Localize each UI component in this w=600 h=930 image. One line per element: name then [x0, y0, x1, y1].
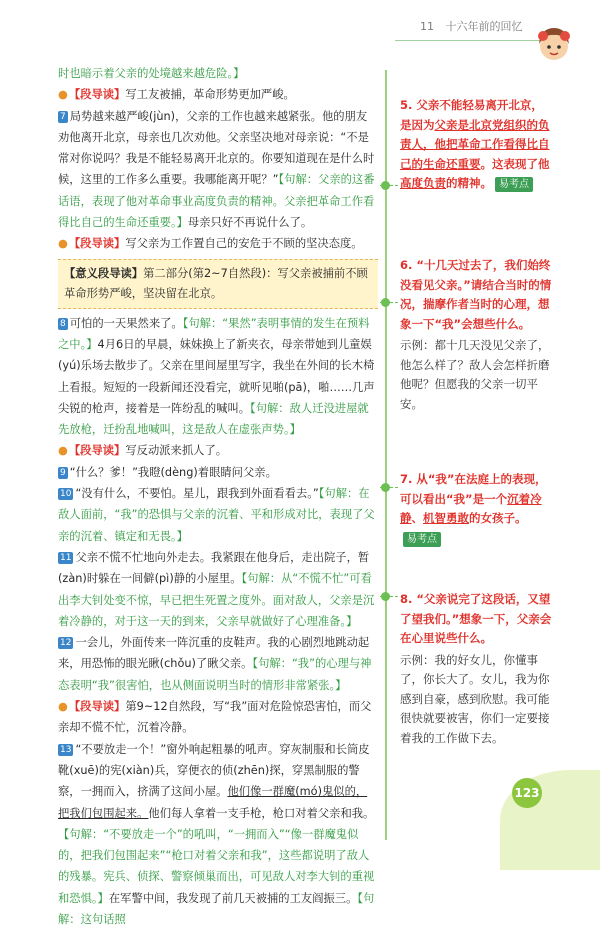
answer-underline: 沉着冷静 [400, 491, 542, 525]
sentence-note: 【句解：在敌人面前，“我”的恐惧与父亲的沉着、平和形成对比，表现了父亲的沉着、镇定和无畏。】 [58, 487, 375, 543]
connector-dot [381, 592, 390, 601]
question-8: 8. “父亲说完了这段话，又望了望我们。”想象一下，父亲会在心里说些什么。 示例：我的好女儿，你懂事了，你长大了。女儿，我为你感到自豪，感到欣慰。我可能很快就要被害，你们一定要接着我的工作做下去。 [400, 590, 552, 748]
answer-text: 示例：我的好女儿，你懂事了，你长大了。女儿，我为你感到自豪，感到欣慰。我可能很快就要被害，你们一定要接着我的工作做下去。 [400, 652, 550, 745]
meaning-section-box: 【意义段导读】第二部分(第2~7自然段)：写父亲被捕前不顾革命形势严峻，坚决留在北京。 [58, 259, 378, 309]
paragraph-guide: ●【段导读】写父亲为工作置自己的安危于不顾的坚决态度。 [58, 237, 363, 251]
chapter-title: 十六年前的回忆 [445, 20, 523, 33]
key-point-tag: 易考点 [495, 177, 533, 192]
bulb-icon: ● [58, 237, 68, 251]
bulb-icon: ● [58, 88, 68, 102]
running-header [420, 18, 523, 34]
bulb-icon: ● [58, 444, 68, 458]
paragraph-10: 10 “没有什么，不要怕。星儿，跟我到外面看看去。”【句解：在敌人面前，“我”的恐惧与父亲的沉着、平和形成对比，表现了父亲的沉着、镇定和无畏。】 [58, 487, 375, 543]
paragraph-9: 9 “什么？爹！”我瞪(dèng)着眼睛问父亲。 [60, 465, 277, 479]
paragraph-number: 11 [60, 552, 72, 563]
sentence-note: 【句解：“我”的心理与神态表明“我”很害怕，也从侧面说明当时的情形非常紧张。】 [58, 657, 372, 692]
paragraph-number: 8 [60, 318, 66, 329]
paragraph-11: 11 父亲不慌不忙地向外走去。我紧跟在他身后，走出院子，暂(zàn)时躲在一间僻(pì)静的小屋里。【句解：从“不慌不忙”可看出李大钊处变不惊，早已把生死置之度外。面对敌人，父亲是沉着冷静的，对于这一天的到来，父亲早就做好了心理准备。】 [58, 550, 375, 628]
page-number: 123 [512, 778, 542, 808]
sentence-note: 【句解：敌人迁没进屋就先放枪，迁扮乱地喊叫，这是敌人在虚张声势。】 [58, 401, 369, 437]
question-5: 5. 父亲不能轻易离开北京，是因为父亲是北京党组织的负责人，他把革命工作看得比自己的生命还重要。这表现了他高度负责的精神。 易考点 [400, 98, 550, 190]
paragraph-8: 8 可怕的一天果然来了。【句解：“果然”表明事情的发生在预料之中。】4月6日的早晨，妹妹换上了新夹衣，母亲带她到儿童娱(yú)乐场去散步了。父亲在里间屋里写字，我坐在外间的长木椅上看报。短短的一段新闻还没看完，就听见啪(pā)，啪……几声尖锐的枪声，接着是一阵纷乱的喊叫。【句解：敌人迁没进屋就先放枪，迁扮乱地喊叫，这是敌人在虚张声势。】 [58, 316, 375, 437]
paragraph-number: 9 [60, 467, 66, 478]
paragraph-number: 13 [60, 744, 72, 755]
connector-dot [381, 181, 390, 190]
paragraph-number: 12 [60, 638, 72, 649]
paragraph-number: 7 [60, 111, 66, 122]
sentence-note: 【句解：这句话照 [58, 891, 375, 926]
underlined-sentence: 他们像一群魔(mó)鬼似的，把我们包围起来。 [58, 785, 368, 820]
main-text-column [58, 63, 378, 930]
header-rule [395, 40, 545, 41]
sentence-note: 【句解：“不要放走一个”的吼叫，“一拥而入”“像一群魔鬼似的，把我们包围起来”“枪口对着父亲和我”，这些都说明了敌人的残暴。宪兵、侦探、警察倾巢而出，可见敌人对李大钊的重视和恐惧。】 [58, 827, 375, 905]
paragraph-guide: ●【段导读】写反动派来抓人了。 [58, 444, 228, 458]
sentence-note: 【句解：父亲的这番话语，表现了他对革命事业高度负责的精神。父亲把革命工作看得比自己的生命还重要。】 [58, 173, 375, 230]
girl-mascot-icon [533, 22, 575, 64]
paragraph-13: 13 “不要放走一个！”窗外响起粗暴的吼声。穿灰制服和长筒皮靴(xuē)的宪(xiàn)兵，穿便衣的侦(zhēn)探，穿黑制服的警察，一拥而入，挤满了这间小屋。他们像一群魔(mó)鬼似的，把我们包围起来。他们每人拿着一支手枪，枪口对着父亲和我。【句解：“不要放走一个”的吼叫，“一拥而入”“像一群魔鬼似的，把我们包围起来”“枪口对着父亲和我”，这些都说明了敌人的残暴。宪兵、侦探、警察倾巢而出，可见敌人对李大钊的重视和恐惧。】在军警中间，我发现了前几天被捕的工友阎振三。【句解：这句话照 [58, 742, 375, 926]
answer-underline: 高度负责 [400, 176, 446, 190]
paragraph-number: 10 [60, 489, 72, 500]
key-point-tag: 易考点 [403, 532, 441, 547]
bulb-icon: ● [58, 700, 68, 714]
connector-dot [381, 483, 390, 492]
question-6: 6. “十几天过去了，我们始终没看见父亲。”请结合当时的情况，揣摩作者当时的心理，想象一下“我”会想些什么。 示例：都十几天没见父亲了，他怎么样了？敌人会怎样折磨他呢？但愿我的父亲一切平安。 [400, 256, 552, 414]
connector-dot [381, 298, 390, 307]
answer-underline: 父亲是北京党组织的负责人，他把革命工作看得比自己的生命还重要 [400, 117, 550, 171]
paragraph-guide: ●【段导读】第9~12自然段，写“我”面对危险惊恐害怕，而父亲却不慌不忙，沉着冷静。 [58, 700, 372, 735]
answer-underline: 机智勇敢 [423, 511, 469, 525]
answer-text: 示例：都十几天没见父亲了，他怎么样了？敌人会怎样折磨他呢？但愿我的父亲一切平安。 [400, 338, 550, 411]
chapter-number: 11 [420, 20, 434, 33]
sentence-note: 【句解：从“不慌不忙”可看出李大钊处变不惊，早已把生死置之度外。面对敌人，父亲是沉着冷静的，对于这一天的到来，父亲早就做好了心理准备。】 [58, 572, 375, 628]
paragraph-12: 12 一会儿，外面传来一阵沉重的皮鞋声。我的心剧烈地跳动起来，用恐怖的眼光瞅(chǒu)了瞅父亲。【句解：“我”的心理与神态表明“我”很害怕，也从侧面说明当时的情形非常紧张。】 [58, 636, 372, 692]
paragraph-7: 7 局势越来越严峻(jùn)，父亲的工作也越来越紧张。他的朋友劝他离开北京，母亲也几次劝他。父亲坚决地对母亲说：“不是常对你说吗？我是不能轻易离开北京的。你要知道现在是什么时候，这里的工作多么重要。我哪能离开呢？”【句解：父亲的这番话语，表现了他对革命事业高度负责的精神。父亲把革命工作看得比自己的生命还重要。】母亲只好不再说什么了。 [58, 109, 375, 230]
paragraph-guide: ●【段导读】写工友被捕，革命形势更加严峻。 [58, 88, 295, 102]
question-7: 7. 从“我”在法庭上的表现，可以看出“我”是一个沉着冷静、机智勇敢的女孩子。易考点 [400, 472, 547, 545]
sentence-note: 【句解：“果然”表明事情的发生在预料之中。】 [58, 316, 370, 351]
note-continuation: 时也暗示着父亲的处境越来越危险。】 [58, 67, 245, 80]
